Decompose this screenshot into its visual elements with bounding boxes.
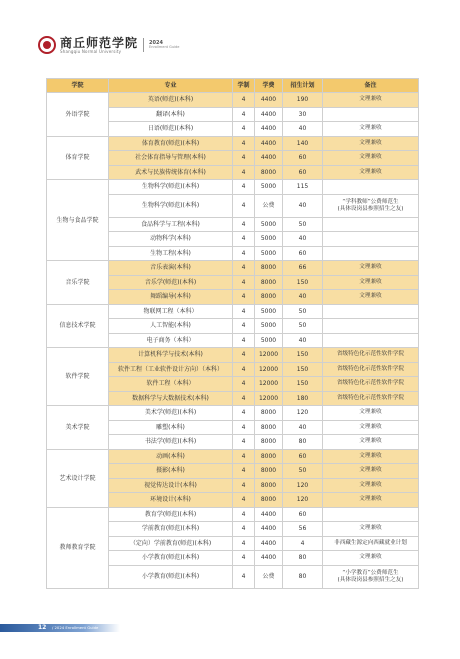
header-fee: 学费	[255, 79, 283, 93]
note-cell	[323, 217, 419, 232]
note-cell	[323, 246, 419, 261]
note-cell: 文理兼收	[323, 165, 419, 180]
table-row	[47, 304, 419, 319]
major-cell: 小学教育(师范)(本科)	[109, 565, 233, 588]
fee-cell: 4400	[255, 151, 283, 166]
fee-cell: 8000	[255, 261, 283, 276]
page-footer	[0, 624, 460, 632]
header-years: 学制	[233, 79, 255, 93]
fee-cell: 12000	[255, 391, 283, 406]
years-cell: 4	[233, 165, 255, 180]
plan-cell: 56	[283, 522, 323, 537]
table-row	[47, 180, 419, 195]
plan-cell: 30	[283, 107, 323, 122]
fee-cell: 4400	[255, 536, 283, 551]
fee-cell: 5000	[255, 180, 283, 195]
years-cell: 4	[233, 377, 255, 392]
header-note: 备注	[323, 79, 419, 93]
plan-cell: 80	[283, 565, 323, 588]
years-cell: 4	[233, 290, 255, 305]
major-cell: 生物科学(师范)(本科)	[109, 180, 233, 195]
major-cell: 武术与民族传统体育(本科)	[109, 165, 233, 180]
years-cell: 4	[233, 435, 255, 450]
fee-cell: 8000	[255, 435, 283, 450]
fee-cell: 5000	[255, 304, 283, 319]
fee-cell: 12000	[255, 362, 283, 377]
major-cell: （定向）学前教育(师范)(本科)	[109, 536, 233, 551]
guide-year: 2024	[149, 39, 163, 46]
plan-cell: 60	[283, 151, 323, 166]
major-cell: 计算机科学与技术(本科)	[109, 348, 233, 363]
years-cell: 4	[233, 107, 255, 122]
note-cell: 文理兼收	[323, 464, 419, 479]
university-seal-icon	[38, 36, 56, 54]
note-cell: 文理兼收	[323, 93, 419, 108]
enrollment-table	[46, 78, 419, 589]
page-number: 12	[38, 624, 47, 631]
table-body	[47, 93, 419, 589]
major-cell: 雕塑(本科)	[109, 420, 233, 435]
note-cell: 文理兼收	[323, 478, 419, 493]
years-cell: 4	[233, 493, 255, 508]
fee-cell: 12000	[255, 377, 283, 392]
note-cell: 文理兼收	[323, 522, 419, 537]
guide-title: Enrollment Guide	[149, 44, 180, 49]
fee-cell: 8000	[255, 478, 283, 493]
plan-cell: 60	[283, 507, 323, 522]
years-cell: 4	[233, 565, 255, 588]
major-cell: 动物科学(本科)	[109, 232, 233, 247]
years-cell: 4	[233, 348, 255, 363]
plan-cell: 40	[283, 333, 323, 348]
footer-text: / 2024 Enrollment Guide	[52, 625, 99, 630]
major-cell: 环境设计(本科)	[109, 493, 233, 508]
years-cell: 4	[233, 93, 255, 108]
note-cell: 文理兼收	[323, 551, 419, 566]
years-cell: 4	[233, 261, 255, 276]
fee-cell: 4400	[255, 507, 283, 522]
plan-cell: 66	[283, 261, 323, 276]
fee-cell: 4400	[255, 551, 283, 566]
major-cell: 人工智能(本科)	[109, 319, 233, 334]
years-cell: 4	[233, 522, 255, 537]
major-cell: 社会体育指导与管理(本科)	[109, 151, 233, 166]
note-cell: “小学教育”公费师范生 (具体设岗县参照招生之友)	[323, 565, 419, 588]
note-cell: 文理兼收	[323, 290, 419, 305]
header-plan: 招生计划	[283, 79, 323, 93]
header-divider	[143, 38, 144, 52]
plan-cell: 40	[283, 290, 323, 305]
plan-cell: 40	[283, 194, 323, 217]
note-cell: 文理兼收	[323, 449, 419, 464]
college-cell: 生物与食品学院	[47, 180, 109, 261]
years-cell: 4	[233, 232, 255, 247]
university-name: 商丘师范学院	[60, 35, 139, 50]
major-cell: 动画(本科)	[109, 449, 233, 464]
years-cell: 4	[233, 333, 255, 348]
college-cell: 教师教育学院	[47, 507, 109, 588]
major-cell: 摄影(本科)	[109, 464, 233, 479]
note-cell	[323, 232, 419, 247]
major-cell: 舞蹈编导(本科)	[109, 290, 233, 305]
enrollment-table-container	[46, 78, 418, 589]
years-cell: 4	[233, 304, 255, 319]
note-cell: 文理兼收	[323, 435, 419, 450]
years-cell: 4	[233, 151, 255, 166]
note-cell	[323, 304, 419, 319]
major-cell: 美术学(师范)(本科)	[109, 406, 233, 421]
major-cell: 教育学(师范)(本科)	[109, 507, 233, 522]
fee-cell: 8000	[255, 275, 283, 290]
note-cell: 文理兼收	[323, 261, 419, 276]
years-cell: 4	[233, 246, 255, 261]
major-cell: 视觉传达设计(本科)	[109, 478, 233, 493]
years-cell: 4	[233, 217, 255, 232]
years-cell: 4	[233, 391, 255, 406]
table-header-row	[47, 79, 419, 93]
major-cell: 电子商务（本科）	[109, 333, 233, 348]
major-cell: 软件工程（工业软件设计方向）（本科）	[109, 362, 233, 377]
fee-cell: 8000	[255, 290, 283, 305]
plan-cell: 40	[283, 420, 323, 435]
years-cell: 4	[233, 362, 255, 377]
note-cell: 文理兼收	[323, 406, 419, 421]
note-cell: 文理兼收	[323, 275, 419, 290]
fee-cell: 8000	[255, 464, 283, 479]
fee-cell: 5000	[255, 232, 283, 247]
header-major: 专业	[109, 79, 233, 93]
major-cell: 音乐表演(本科)	[109, 261, 233, 276]
years-cell: 4	[233, 406, 255, 421]
fee-cell: 8000	[255, 165, 283, 180]
fee-cell: 8000	[255, 420, 283, 435]
fee-cell: 8000	[255, 493, 283, 508]
plan-cell: 180	[283, 391, 323, 406]
fee-cell: 4400	[255, 107, 283, 122]
note-cell	[323, 333, 419, 348]
university-name-en: Shangqiu Normal University	[60, 48, 122, 54]
plan-cell: 50	[283, 464, 323, 479]
plan-cell: 4	[283, 536, 323, 551]
plan-cell: 190	[283, 93, 323, 108]
plan-cell: 60	[283, 449, 323, 464]
college-cell: 外语学院	[47, 93, 109, 137]
plan-cell: 140	[283, 136, 323, 151]
table-row	[47, 93, 419, 108]
plan-cell: 150	[283, 275, 323, 290]
college-cell: 音乐学院	[47, 261, 109, 305]
table-row	[47, 406, 419, 421]
major-cell: 食品科学与工程(本科)	[109, 217, 233, 232]
note-cell	[323, 107, 419, 122]
years-cell: 4	[233, 136, 255, 151]
fee-cell: 12000	[255, 348, 283, 363]
major-cell: 小学教育(师范)(本科)	[109, 551, 233, 566]
college-cell: 体育学院	[47, 136, 109, 180]
note-cell: 省级特色化示范性软件学院	[323, 348, 419, 363]
note-cell: 省级特色化示范性软件学院	[323, 362, 419, 377]
years-cell: 4	[233, 420, 255, 435]
fee-cell: 5000	[255, 217, 283, 232]
plan-cell: 40	[283, 232, 323, 247]
table-row	[47, 507, 419, 522]
plan-cell: 115	[283, 180, 323, 195]
plan-cell: 50	[283, 217, 323, 232]
fee-cell: 5000	[255, 333, 283, 348]
fee-cell: 8000	[255, 449, 283, 464]
plan-cell: 50	[283, 304, 323, 319]
years-cell: 4	[233, 449, 255, 464]
fee-cell: 公费	[255, 565, 283, 588]
plan-cell: 120	[283, 478, 323, 493]
note-cell: 文理兼收	[323, 420, 419, 435]
note-cell	[323, 507, 419, 522]
years-cell: 4	[233, 478, 255, 493]
major-cell: 日语(师范)(本科)	[109, 122, 233, 137]
years-cell: 4	[233, 319, 255, 334]
major-cell: 书法学(师范)(本科)	[109, 435, 233, 450]
note-cell: 非西藏生源定向西藏就业计划	[323, 536, 419, 551]
plan-cell: 50	[283, 319, 323, 334]
years-cell: 4	[233, 536, 255, 551]
table-row	[47, 261, 419, 276]
plan-cell: 120	[283, 406, 323, 421]
years-cell: 4	[233, 122, 255, 137]
college-cell: 美术学院	[47, 406, 109, 450]
note-cell: 文理兼收	[323, 122, 419, 137]
note-cell: 文理兼收	[323, 151, 419, 166]
fee-cell: 4400	[255, 93, 283, 108]
major-cell: 生物科学(师范)(本科)	[109, 194, 233, 217]
table-row	[47, 348, 419, 363]
years-cell: 4	[233, 551, 255, 566]
header-college: 学院	[47, 79, 109, 93]
fee-cell: 5000	[255, 246, 283, 261]
fee-cell: 8000	[255, 406, 283, 421]
major-cell: 翻译(本科)	[109, 107, 233, 122]
page-header	[38, 32, 238, 58]
fee-cell: 4400	[255, 522, 283, 537]
note-cell	[323, 319, 419, 334]
note-cell: 省级特色化示范性软件学院	[323, 391, 419, 406]
note-cell: 省级特色化示范性软件学院	[323, 377, 419, 392]
years-cell: 4	[233, 464, 255, 479]
note-cell: 文理兼收	[323, 493, 419, 508]
major-cell: 生物工程(本科)	[109, 246, 233, 261]
college-cell: 信息技术学院	[47, 304, 109, 348]
plan-cell: 80	[283, 435, 323, 450]
note-cell: 文理兼收	[323, 136, 419, 151]
college-cell: 艺术设计学院	[47, 449, 109, 507]
major-cell: 音乐学(师范)(本科)	[109, 275, 233, 290]
major-cell: 学前教育(师范)(本科)	[109, 522, 233, 537]
major-cell: 软件工程（本科）	[109, 377, 233, 392]
years-cell: 4	[233, 507, 255, 522]
plan-cell: 60	[283, 246, 323, 261]
note-cell	[323, 180, 419, 195]
note-cell: “学科教师”公费师范生 (具体设岗县参照招生之友)	[323, 194, 419, 217]
major-cell: 物联网工程（本科）	[109, 304, 233, 319]
plan-cell: 80	[283, 551, 323, 566]
fee-cell: 4400	[255, 122, 283, 137]
college-cell: 软件学院	[47, 348, 109, 406]
years-cell: 4	[233, 194, 255, 217]
table-row	[47, 136, 419, 151]
plan-cell: 150	[283, 362, 323, 377]
fee-cell: 4400	[255, 136, 283, 151]
major-cell: 数据科学与大数据技术(本科)	[109, 391, 233, 406]
major-cell: 英语(师范)(本科)	[109, 93, 233, 108]
plan-cell: 150	[283, 348, 323, 363]
plan-cell: 120	[283, 493, 323, 508]
fee-cell: 5000	[255, 319, 283, 334]
table-row	[47, 449, 419, 464]
plan-cell: 60	[283, 165, 323, 180]
plan-cell: 40	[283, 122, 323, 137]
fee-cell: 公费	[255, 194, 283, 217]
plan-cell: 150	[283, 377, 323, 392]
years-cell: 4	[233, 180, 255, 195]
years-cell: 4	[233, 275, 255, 290]
major-cell: 体育教育(师范)(本科)	[109, 136, 233, 151]
